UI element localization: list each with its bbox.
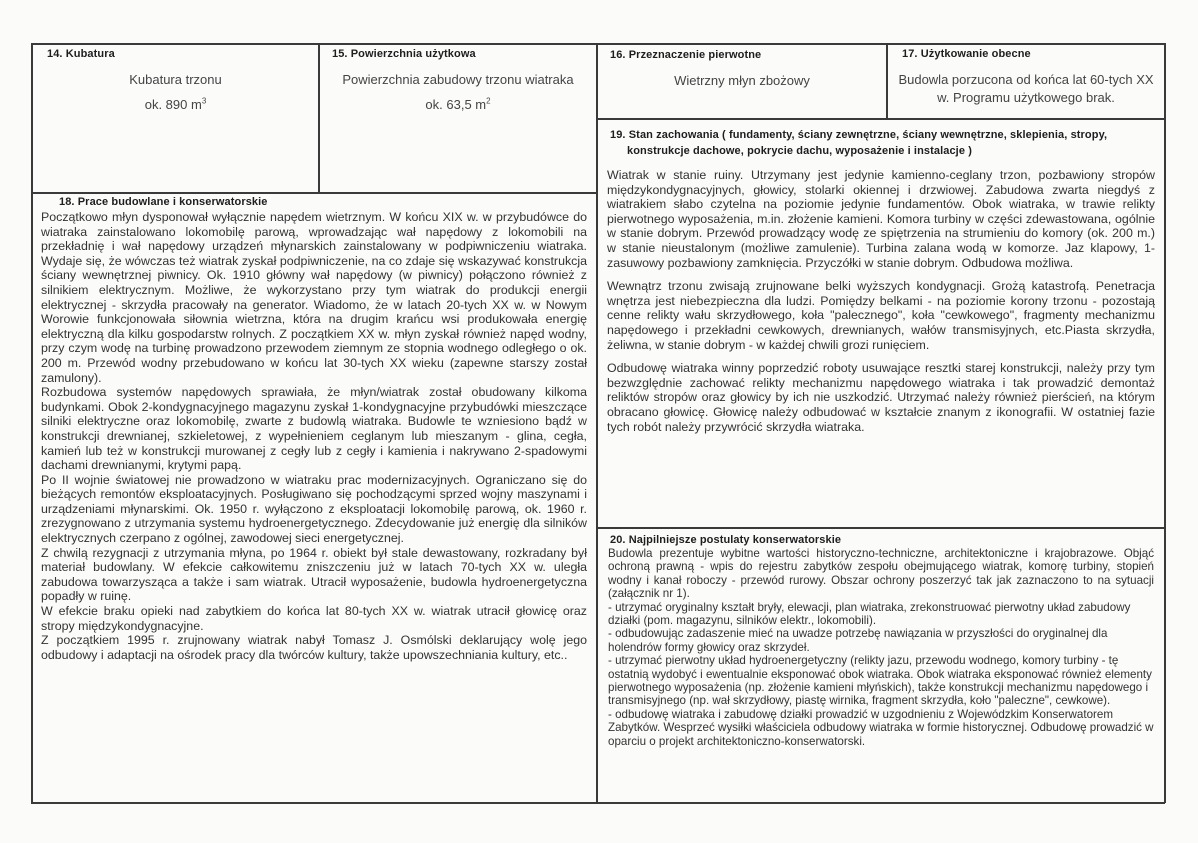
section-powierzchnia-title: 15. Powierzchnia użytkowa: [332, 48, 476, 60]
section-prace-budowlane: [33, 194, 596, 802]
stan-body: [607, 168, 1155, 434]
kubatura-value-text: ok. 890 m: [144, 97, 202, 112]
section-kubatura-title: 14. Kubatura: [47, 48, 115, 60]
uzytkowanie-value: Budowla porzucona od końca lat 60-tych XX w. Programu użytkowego brak.: [898, 72, 1154, 105]
section-uzytkowanie: [888, 44, 1164, 118]
postulaty-item: - odbudowując zadaszenie mieć na uwadze potrzebę nawiązania w przyszłości do oryginalnej dla holendrów formy głowicy oraz skrzydeł.: [608, 627, 1108, 654]
prace-paragraph: Rozbudowa systemów napędowych sprawiała, że młyn/wiatrak został obudowany kilkoma budynkami. Obok 2-kondygnacyjnego magazynu zyskał 1-kondygnacyjne przybudówki mieszczące silniki elektryczne oraz lokomobilę, zwarte z budowlą wiatraka. Budowle te wzniesiono bądź w konstrukcji drewnianej, szkieletowej, z wypełnieniem ceglanym lub mieszanym - glina, cegła, kamień lub też w konstrukcji murowanej z cegły lub z cegły i kamienia i nakrywano 2-spadowymi dachami drewnianymi, krytymi papą.: [41, 385, 587, 473]
postulaty-intro: Budowla prezentuje wybitne wartości historyczno-techniczne, architektoniczne i krajobrazowe. Objąć ochroną prawną - wpis do rejestru zabytków zespołu obejmującego wiatrak, komorę turbiny, stopień wodny i kanał roboczy - przewód rurowy. Obszar ochrony poszerzyć tak jak zaznaczono to na sytuacji (załącznik nr 1).: [608, 547, 1154, 601]
kubatura-value: [33, 96, 318, 114]
section-przeznaczenie: [598, 44, 886, 118]
section-prace-title: 18. Prace budowlane i konserwatorskie: [59, 196, 268, 208]
powierzchnia-value: [320, 96, 596, 114]
prace-paragraph: Z chwilą rezygnacji z utrzymania młyna, po 1964 r. obiekt był stale dewastowany, rozkradany był materiał budowlany. W efekcie całkowitemu zniszczeniu już w latach 70-tych XX w. uległa zabudowa towarzysząca a także i sam wiatrak. Utracił wyposażenie, budowla hydroenergetyczna popadły w ruinę.: [41, 545, 587, 604]
powierzchnia-value-text: ok. 63,5 m: [425, 97, 487, 112]
prace-paragraph: W efekcie braku opieki nad zabytkiem do końca lat 80-tych XX w. wiatrak utracił głowicę oraz stropy międzykondygnacyjne.: [41, 604, 587, 633]
postulaty-body: [608, 547, 1154, 748]
section-postulaty-title: 20. Najpilniejsze postulaty konserwatorskie: [610, 534, 842, 546]
przeznaczenie-value: Wietrzny młyn zbożowy: [674, 73, 810, 88]
stan-paragraph: Wewnątrz trzonu zwisają zrujnowane belki wyższych kondygnacji. Grożą katastrofą. Penetracja wnętrza jest niebezpieczna dla ludzi. Pomiędzy belkami - na poziomie korony trzonu - pozostają cenne relikty wału skrzydłowego, koła "palecznego", koła "cewkowego", fragmenty mechanizmu napędowego i przekładni cewkowych, drewnianych, wałów transmisyjnych, etc.Piasta skrzydła, żeliwna, w stanie dobrym - w każdej chwili grozi runięciem.: [607, 279, 1155, 352]
stan-paragraph: Wiatrak w stanie ruiny. Utrzymany jest jedynie kamienno-ceglany trzon, pozbawiony stropów międzykondygnacyjnych, głowicy, stolarki okiennej i drzwiowej. Zabudowa zwarta niegdyś z wiatrakiem słabo czytelna na poziomie jedynie fundamentów. Obok wiatraka, w trawie relikty pierwotnego wyposażenia, m.in. złożenie kamieni. Komora turbiny w części zdewastowana, ogólnie w stanie dobrym. Przewód prowadzący wodę ze spiętrzenia na strumieniu do komory (ok. 200 m.) w stanie nieustalonym (możliwe zamulenie). Turbina zalana wodą w komorze. Jaz klapowy, 1-zasuwowy pozbawiony zamknięcia. Przyczółki w stanie dobrym. Odbudowa możliwa.: [607, 168, 1155, 270]
section-stan-zachowania: [598, 120, 1164, 527]
kubatura-label: Kubatura trzonu: [129, 72, 222, 87]
stan-paragraph: Odbudowę wiatraka winny poprzedzić roboty usuwające resztki starej konstrukcji, należy przy tym bezwzględnie zachować relikty mechanizmu napędowego wiatraka i tak prowadzić demontaż reliktów stropów oraz głowicy by ich nie uszkodzić. Utrzymać należy również pierścień, na którym obracano głowicę. Głowicę należy odbudować w kształcie znanym z ikonografii. W ostatniej fazie tych robót należy przywrócić skrzydła wiatraka.: [607, 361, 1155, 434]
frame-bottom-line: [31, 802, 1165, 804]
section-stan-title-line1: 19. Stan zachowania ( fundamenty, ściany zewnętrzne, ściany wewnętrzne, sklepienia, stropy,: [610, 129, 1108, 141]
prace-paragraph: Początkowo młyn dysponował wyłącznie napędem wietrznym. W końcu XIX w. w przybudówce do wiatraka zainstalowano lokomobilę parową, wprowadzając wał napędowy z lokomobili na przekładnię i wał napędowy urządzeń młynarskich zainstalowany w podpiwniczeniu wiatraka. Wydaje się, że wówczas też wiatrak zyskał podpiwniczenie, na co zdaje się wskazywać konstrukcja ściany wewnętrznej piwnicy. Ok. 1910 główny wał napędowy (w piwnicy) połączono również z silnikiem elektrycznym. Możliwe, że wykorzystano przy tym wiatrak do produkcji energii elektrycznej - skrzydła pracowały na generator. Wiadomo, że w latach 20-tych XX w. w Nowym Worowie funkcjonowała siłownia wietrzna, która na drugim krańcu wsi produkowała energię elektryczną dla kilku gospodarstw rolnych. Z początkiem XX w. młyn zyskał również napęd wodny, przy czym wodę na turbinę prowadzono przewodem ziemnym ze stopnia wodnego odległego o ok. 200 m. Przewód wodny przebudowano w końcu lat 30-tych XX wieku (zapewne starszy został zamulony).: [41, 210, 587, 385]
section-kubatura: [33, 44, 318, 192]
section-uzytkowanie-title: 17. Użytkowanie obecne: [902, 48, 1031, 60]
postulaty-item: - utrzymać oryginalny kształt bryły, elewacji, plan wiatraka, zrekonstruować pierwotny układ zabudowy działki (pom. magazynu, silników elektr., lokomobili).: [608, 600, 1131, 628]
prace-paragraph: Z początkiem 1995 r. zrujnowany wiatrak nabył Tomasz J. Osmólski deklarujący wolę jego odbudowy i adaptacji na ośrodek pracy dla twórców kultury, także upowszechniania kultury, etc..: [41, 633, 587, 662]
section-stan-title-line2: konstrukcje dachowe, pokrycie dachu, wyposażenie i instalacje ): [627, 145, 972, 157]
section-przeznaczenie-title: 16. Przeznaczenie pierwotne: [610, 49, 762, 61]
prace-body: [41, 210, 587, 662]
powierzchnia-label: Powierzchnia zabudowy trzonu wiatraka: [342, 72, 574, 87]
kubatura-unit-sup: 3: [201, 96, 207, 106]
section-postulaty: [598, 529, 1164, 802]
postulaty-item: - utrzymać pierwotny układ hydroenergetyczny (relikty jazu, przewodu wodnego, komory turbiny - tę ostatnią wydobyć i ewentualnie eksponować obok wiatraka. Obok wiatraka eksponować również elementy pierwotnego wyposażenia (np. złożenie kamieni młyńskich), także konstrukcji mechanizmu napędowego i transmisyjnego (np. wał skrzydłowy, piastę wirnika, fragment skrzydła, koło "paleczne", cewkowe).: [608, 654, 1152, 708]
postulaty-item: - odbudowę wiatraka i zabudowę działki prowadzić w uzgodnieniu z Wojewódzkim Konserwatorem Zabytków. Wesprzeć wysiłki właściciela odbudowy wiatraka w formie historycznej. Odbudowę prowadzić w oparciu o projekt architektoniczno-konserwatorski.: [608, 707, 1154, 748]
powierzchnia-unit-sup: 2: [486, 96, 491, 106]
prace-paragraph: Po II wojnie światowej nie prowadzono w wiatraku prac modernizacyjnych. Ograniczano się do bieżących remontów eksploatacyjnych. Posługiwano się pochodzącymi sprzed wojny maszynami i urządzeniami młynarskimi. Ok. 1950 r. wyłączono z eksploatacji lokomobilę parową, ok. 1960 r. zrezygnowano z utrzymania systemu hydroenergetycznego. Zdecydowanie już energię dla silników elektrycznych czerpano z ogólnej, zawodowej sieci energetycznej.: [41, 472, 587, 546]
frame-right-line: [1164, 43, 1166, 803]
section-powierzchnia: [320, 44, 596, 192]
